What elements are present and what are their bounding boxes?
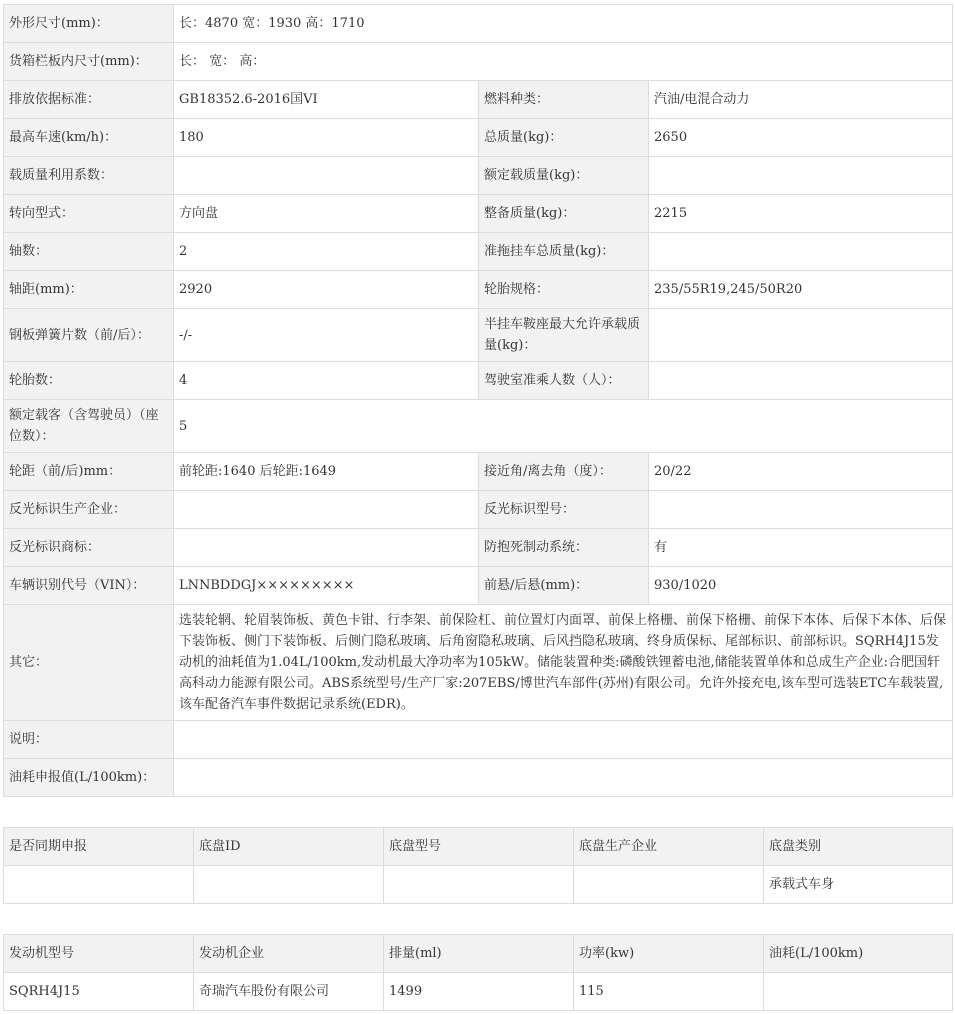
load-factor-label: 载质量利用系数：: [4, 157, 174, 195]
fuel-declared-value: [174, 759, 953, 797]
spec-row-7: [4, 233, 953, 271]
spec-row-dimensions: [4, 5, 953, 43]
spec-row-note: [4, 721, 953, 759]
engine-header-model: 发动机型号: [4, 935, 194, 973]
track-width-label: 轮距（前/后)mm：: [4, 453, 174, 491]
chassis-table: [3, 827, 953, 904]
spec-row-fuel-declared: [4, 759, 953, 797]
engine-displacement-cell: 1499: [384, 973, 574, 1011]
table-row: [4, 973, 953, 1011]
total-mass-value: 2650: [649, 119, 953, 157]
emission-standard-value: GB18352.6-2016国VI: [174, 81, 479, 119]
vin-value: LNNBDDGJ×××××××××: [174, 567, 479, 605]
chassis-id-cell: [194, 866, 384, 904]
reflector-brand-label: 反光标识商标：: [4, 529, 174, 567]
vin-label: 车辆识别代号（VIN）：: [4, 567, 174, 605]
emission-standard-label: 排放依据标准：: [4, 81, 174, 119]
chassis-model-cell: [384, 866, 574, 904]
note-label: 说明：: [4, 721, 174, 759]
engine-maker-cell: 奇瑞汽车股份有限公司: [194, 973, 384, 1011]
reflector-model-value: [649, 491, 953, 529]
engine-header-row: [4, 935, 953, 973]
chassis-header-maker: 底盘生产企业: [574, 828, 764, 866]
axle-count-value: 2: [174, 233, 479, 271]
chassis-header-row: [4, 828, 953, 866]
tire-count-value: 4: [174, 362, 479, 400]
other-value: 选装轮辋、轮眉装饰板、黄色卡钳、行李架、前保险杠、前位置灯内面罩、前保上格栅、前保下格栅、前保下本体、后保下本体、后保下装饰板、侧门下装饰板、后侧门隐私玻璃、后角窗隐私玻璃、后风挡隐私玻璃、终身质保标、尾部标识、前部标识。SQRH4J15发动机的油耗值为1.04L/100km,发动机最大净功率为105kW。储能装置种类:磷酸铁锂蓄电池,储能装置单体和总成生产企业:合肥国轩高科动力能源有限公司。ABS系统型号/生产厂家:207EBS/博世汽车部件(苏州)有限公司。允许外接充电,该车型可选装ETC车载装置,该车配备汽车事件数据记录系统(EDR)。: [174, 605, 953, 721]
overhang-value: 930/1020: [649, 567, 953, 605]
spec-row-12: [4, 453, 953, 491]
spec-row-6: [4, 195, 953, 233]
steering-label: 转向型式：: [4, 195, 174, 233]
max-speed-label: 最高车速(km/h)：: [4, 119, 174, 157]
cab-occupancy-label: 驾驶室准乘人数（人）：: [479, 362, 649, 400]
saddle-load-value: [649, 309, 953, 362]
reflector-maker-label: 反光标识生产企业：: [4, 491, 174, 529]
engine-header-power: 功率(kw): [574, 935, 764, 973]
other-label: 其它：: [4, 605, 174, 721]
chassis-header-model: 底盘型号: [384, 828, 574, 866]
spec-row-seating: [4, 400, 953, 453]
vehicle-spec-table: [3, 4, 953, 797]
engine-table: [3, 934, 953, 1011]
reflector-maker-value: [174, 491, 479, 529]
spec-row-other: [4, 605, 953, 721]
load-factor-value: [174, 157, 479, 195]
approach-departure-label: 接近角/离去角（度）：: [479, 453, 649, 491]
spec-row-15: [4, 567, 953, 605]
spec-row-14: [4, 529, 953, 567]
trailer-mass-label: 准拖挂车总质量(kg)：: [479, 233, 649, 271]
spec-row-8: [4, 271, 953, 309]
trailer-mass-value: [649, 233, 953, 271]
tire-spec-label: 轮胎规格：: [479, 271, 649, 309]
cab-occupancy-value: [649, 362, 953, 400]
engine-header-maker: 发动机企业: [194, 935, 384, 973]
reflector-model-label: 反光标识型号：: [479, 491, 649, 529]
engine-power-cell: 115: [574, 973, 764, 1011]
seating-label: 额定载客（含驾驶员）（座位数）：: [4, 400, 174, 453]
leaf-spring-label: 钢板弹簧片数（前/后）：: [4, 309, 174, 362]
fuel-declared-label: 油耗申报值(L/100km)：: [4, 759, 174, 797]
approach-departure-value: 20/22: [649, 453, 953, 491]
steering-value: 方向盘: [174, 195, 479, 233]
leaf-spring-value: -/-: [174, 309, 479, 362]
rated-load-label: 额定载质量(kg)：: [479, 157, 649, 195]
seating-value: 5: [174, 400, 953, 453]
spec-row-4: [4, 119, 953, 157]
saddle-load-label: 半挂车鞍座最大允许承载质量(kg)：: [479, 309, 649, 362]
curb-weight-value: 2215: [649, 195, 953, 233]
axle-count-label: 轴数：: [4, 233, 174, 271]
max-speed-value: 180: [174, 119, 479, 157]
tire-spec-value: 235/55R19,245/50R20: [649, 271, 953, 309]
spec-row-3: [4, 81, 953, 119]
fuel-type-label: 燃料种类：: [479, 81, 649, 119]
total-mass-label: 总质量(kg)：: [479, 119, 649, 157]
abs-label: 防抱死制动系统：: [479, 529, 649, 567]
engine-header-consumption: 油耗(L/100km): [764, 935, 953, 973]
wheelbase-label: 轴距(mm)：: [4, 271, 174, 309]
chassis-header-type: 底盘类别: [764, 828, 953, 866]
dimensions-value: 长：4870 宽：1930 高：1710: [174, 5, 953, 43]
spec-row-5: [4, 157, 953, 195]
rated-load-value: [649, 157, 953, 195]
spec-row-13: [4, 491, 953, 529]
dimensions-label: 外形尺寸(mm)：: [4, 5, 174, 43]
cargo-box-label: 货箱栏板内尺寸(mm)：: [4, 43, 174, 81]
chassis-header-id: 底盘ID: [194, 828, 384, 866]
wheelbase-value: 2920: [174, 271, 479, 309]
cargo-box-value: 长： 宽： 高：: [174, 43, 953, 81]
tire-count-label: 轮胎数：: [4, 362, 174, 400]
chassis-same-period-cell: [4, 866, 194, 904]
spec-row-cargo-box: [4, 43, 953, 81]
spec-row-9: [4, 309, 953, 362]
fuel-type-value: 汽油/电混合动力: [649, 81, 953, 119]
engine-header-displacement: 排量(ml): [384, 935, 574, 973]
abs-value: 有: [649, 529, 953, 567]
reflector-brand-value: [174, 529, 479, 567]
engine-model-cell: SQRH4J15: [4, 973, 194, 1011]
note-value: [174, 721, 953, 759]
spec-row-10: [4, 362, 953, 400]
curb-weight-label: 整备质量(kg)：: [479, 195, 649, 233]
chassis-maker-cell: [574, 866, 764, 904]
table-row: [4, 866, 953, 904]
chassis-type-cell: 承载式车身: [764, 866, 953, 904]
engine-consumption-cell: [764, 973, 953, 1011]
track-width-value: 前轮距:1640 后轮距:1649: [174, 453, 479, 491]
overhang-label: 前悬/后悬(mm)：: [479, 567, 649, 605]
chassis-header-same-period: 是否同期申报: [4, 828, 194, 866]
